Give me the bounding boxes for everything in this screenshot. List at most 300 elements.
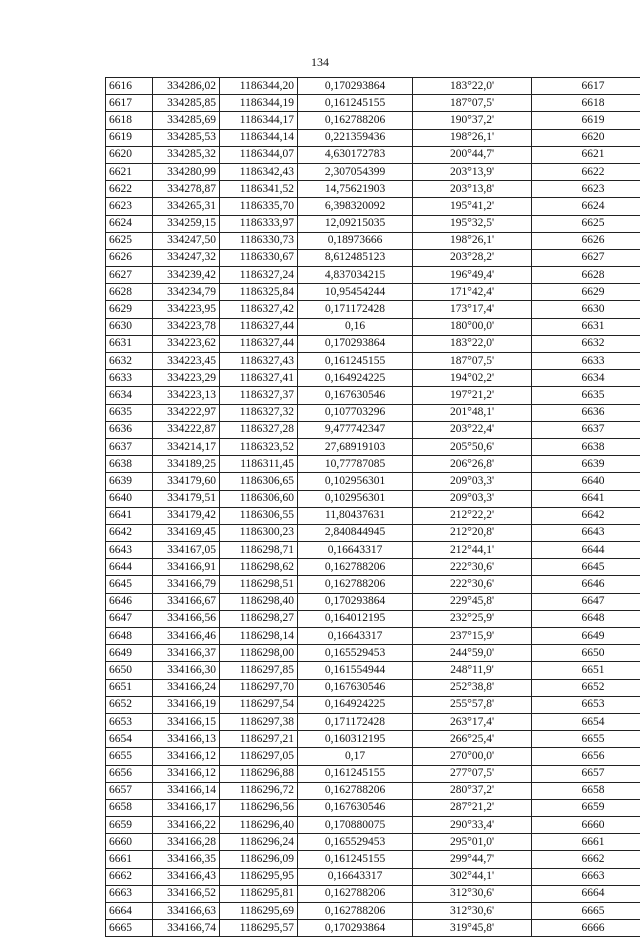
x-coordinate-cell: 334166,28 <box>153 834 220 851</box>
direction-angle-cell: 302°44,1' <box>413 868 532 885</box>
direction-angle-cell: 295°01,0' <box>413 834 532 851</box>
distance-cell: 0,162788206 <box>298 576 413 593</box>
next-point-cell: 6631 <box>532 318 640 335</box>
direction-angle-cell: 206°26,8' <box>413 456 532 473</box>
direction-angle-cell: 312°30,6' <box>413 903 532 920</box>
y-coordinate-cell: 1186306,60 <box>220 490 298 507</box>
x-coordinate-cell: 334166,22 <box>153 817 220 834</box>
point-number-cell: 6619 <box>106 129 153 146</box>
x-coordinate-cell: 334286,02 <box>153 78 220 95</box>
distance-cell: 0,102956301 <box>298 473 413 490</box>
table-row <box>106 610 640 627</box>
x-coordinate-cell: 334223,95 <box>153 301 220 318</box>
x-coordinate-cell: 334223,13 <box>153 387 220 404</box>
table-row <box>106 112 640 129</box>
distance-cell: 0,162788206 <box>298 782 413 799</box>
x-coordinate-cell: 334179,60 <box>153 473 220 490</box>
point-number-cell: 6651 <box>106 679 153 696</box>
point-number-cell: 6635 <box>106 404 153 421</box>
point-number-cell: 6624 <box>106 215 153 232</box>
distance-cell: 0,161245155 <box>298 353 413 370</box>
x-coordinate-cell: 334166,91 <box>153 559 220 576</box>
x-coordinate-cell: 334166,15 <box>153 713 220 730</box>
next-point-cell: 6647 <box>532 593 640 610</box>
table-row <box>106 198 640 215</box>
distance-cell: 0,167630546 <box>298 799 413 816</box>
table-row <box>106 559 640 576</box>
x-coordinate-cell: 334214,17 <box>153 438 220 455</box>
direction-angle-cell: 244°59,0' <box>413 645 532 662</box>
x-coordinate-cell: 334285,32 <box>153 146 220 163</box>
y-coordinate-cell: 1186323,52 <box>220 438 298 455</box>
table-row <box>106 628 640 645</box>
y-coordinate-cell: 1186344,07 <box>220 146 298 163</box>
x-coordinate-cell: 334166,24 <box>153 679 220 696</box>
direction-angle-cell: 270°00,0' <box>413 748 532 765</box>
table-row <box>106 903 640 920</box>
distance-cell: 0,221359436 <box>298 129 413 146</box>
direction-angle-cell: 203°13,9' <box>413 163 532 180</box>
y-coordinate-cell: 1186298,71 <box>220 542 298 559</box>
table-row <box>106 438 640 455</box>
point-number-cell: 6621 <box>106 163 153 180</box>
direction-angle-cell: 198°26,1' <box>413 129 532 146</box>
table-row <box>106 834 640 851</box>
y-coordinate-cell: 1186341,52 <box>220 181 298 198</box>
y-coordinate-cell: 1186295,81 <box>220 885 298 902</box>
point-number-cell: 6620 <box>106 146 153 163</box>
table-row <box>106 335 640 352</box>
next-point-cell: 6641 <box>532 490 640 507</box>
point-number-cell: 6661 <box>106 851 153 868</box>
distance-cell: 2,840844945 <box>298 524 413 541</box>
y-coordinate-cell: 1186327,28 <box>220 421 298 438</box>
x-coordinate-cell: 334189,25 <box>153 456 220 473</box>
distance-cell: 0,164924225 <box>298 696 413 713</box>
table-row <box>106 731 640 748</box>
direction-angle-cell: 195°41,2' <box>413 198 532 215</box>
point-number-cell: 6630 <box>106 318 153 335</box>
x-coordinate-cell: 334166,67 <box>153 593 220 610</box>
x-coordinate-cell: 334169,45 <box>153 524 220 541</box>
next-point-cell: 6639 <box>532 456 640 473</box>
direction-angle-cell: 183°22,0' <box>413 335 532 352</box>
next-point-cell: 6663 <box>532 868 640 885</box>
next-point-cell: 6666 <box>532 920 640 937</box>
direction-angle-cell: 180°00,0' <box>413 318 532 335</box>
y-coordinate-cell: 1186325,84 <box>220 284 298 301</box>
table-row <box>106 765 640 782</box>
point-number-cell: 6622 <box>106 181 153 198</box>
distance-cell: 0,170880075 <box>298 817 413 834</box>
distance-cell: 27,68919103 <box>298 438 413 455</box>
distance-cell: 0,161554944 <box>298 662 413 679</box>
distance-cell: 12,09215035 <box>298 215 413 232</box>
x-coordinate-cell: 334166,12 <box>153 748 220 765</box>
x-coordinate-cell: 334167,05 <box>153 542 220 559</box>
next-point-cell: 6657 <box>532 765 640 782</box>
y-coordinate-cell: 1186297,54 <box>220 696 298 713</box>
point-number-cell: 6642 <box>106 524 153 541</box>
x-coordinate-cell: 334166,19 <box>153 696 220 713</box>
x-coordinate-cell: 334166,13 <box>153 731 220 748</box>
distance-cell: 0,16643317 <box>298 868 413 885</box>
next-point-cell: 6619 <box>532 112 640 129</box>
x-coordinate-cell: 334179,42 <box>153 507 220 524</box>
direction-angle-cell: 280°37,2' <box>413 782 532 799</box>
y-coordinate-cell: 1186297,70 <box>220 679 298 696</box>
table-row <box>106 662 640 679</box>
next-point-cell: 6637 <box>532 421 640 438</box>
table-row <box>106 507 640 524</box>
direction-angle-cell: 183°22,0' <box>413 78 532 95</box>
x-coordinate-cell: 334222,87 <box>153 421 220 438</box>
point-number-cell: 6648 <box>106 628 153 645</box>
y-coordinate-cell: 1186335,70 <box>220 198 298 215</box>
y-coordinate-cell: 1186298,14 <box>220 628 298 645</box>
table-row <box>106 318 640 335</box>
x-coordinate-cell: 334285,85 <box>153 95 220 112</box>
distance-cell: 0,162788206 <box>298 112 413 129</box>
table-row <box>106 146 640 163</box>
next-point-cell: 6621 <box>532 146 640 163</box>
distance-cell: 0,16643317 <box>298 542 413 559</box>
y-coordinate-cell: 1186327,37 <box>220 387 298 404</box>
y-coordinate-cell: 1186330,73 <box>220 232 298 249</box>
y-coordinate-cell: 1186327,24 <box>220 267 298 284</box>
table-row <box>106 799 640 816</box>
direction-angle-cell: 266°25,4' <box>413 731 532 748</box>
point-number-cell: 6633 <box>106 370 153 387</box>
direction-angle-cell: 209°03,3' <box>413 490 532 507</box>
y-coordinate-cell: 1186298,27 <box>220 610 298 627</box>
next-point-cell: 6624 <box>532 198 640 215</box>
distance-cell: 4,630172783 <box>298 146 413 163</box>
y-coordinate-cell: 1186295,57 <box>220 920 298 937</box>
direction-angle-cell: 255°57,8' <box>413 696 532 713</box>
next-point-cell: 6665 <box>532 903 640 920</box>
direction-angle-cell: 319°45,8' <box>413 920 532 937</box>
next-point-cell: 6633 <box>532 353 640 370</box>
point-number-cell: 6662 <box>106 868 153 885</box>
distance-cell: 0,162788206 <box>298 903 413 920</box>
point-number-cell: 6632 <box>106 353 153 370</box>
next-point-cell: 6651 <box>532 662 640 679</box>
distance-cell: 0,162788206 <box>298 885 413 902</box>
table-row <box>106 387 640 404</box>
next-point-cell: 6640 <box>532 473 640 490</box>
distance-cell: 0,170293864 <box>298 335 413 352</box>
distance-cell: 9,477742347 <box>298 421 413 438</box>
distance-cell: 0,17 <box>298 748 413 765</box>
next-point-cell: 6645 <box>532 559 640 576</box>
point-number-cell: 6627 <box>106 267 153 284</box>
distance-cell: 0,16 <box>298 318 413 335</box>
direction-angle-cell: 171°42,4' <box>413 284 532 301</box>
distance-cell: 10,95454244 <box>298 284 413 301</box>
direction-angle-cell: 248°11,9' <box>413 662 532 679</box>
point-number-cell: 6656 <box>106 765 153 782</box>
distance-cell: 0,167630546 <box>298 387 413 404</box>
direction-angle-cell: 200°44,7' <box>413 146 532 163</box>
y-coordinate-cell: 1186306,65 <box>220 473 298 490</box>
table-row <box>106 593 640 610</box>
y-coordinate-cell: 1186327,44 <box>220 318 298 335</box>
next-point-cell: 6625 <box>532 215 640 232</box>
next-point-cell: 6626 <box>532 232 640 249</box>
table-row <box>106 404 640 421</box>
table-row <box>106 490 640 507</box>
table-row <box>106 267 640 284</box>
direction-angle-cell: 196°49,4' <box>413 267 532 284</box>
x-coordinate-cell: 334166,35 <box>153 851 220 868</box>
table-row <box>106 232 640 249</box>
distance-cell: 0,165529453 <box>298 645 413 662</box>
x-coordinate-cell: 334223,78 <box>153 318 220 335</box>
point-number-cell: 6639 <box>106 473 153 490</box>
y-coordinate-cell: 1186297,05 <box>220 748 298 765</box>
point-number-cell: 6657 <box>106 782 153 799</box>
distance-cell: 4,837034215 <box>298 267 413 284</box>
point-number-cell: 6638 <box>106 456 153 473</box>
direction-angle-cell: 312°30,6' <box>413 885 532 902</box>
table-row <box>106 353 640 370</box>
x-coordinate-cell: 334247,32 <box>153 249 220 266</box>
distance-cell: 0,164924225 <box>298 370 413 387</box>
direction-angle-cell: 237°15,9' <box>413 628 532 645</box>
table-row <box>106 163 640 180</box>
table-row <box>106 249 640 266</box>
next-point-cell: 6630 <box>532 301 640 318</box>
point-number-cell: 6641 <box>106 507 153 524</box>
y-coordinate-cell: 1186327,41 <box>220 370 298 387</box>
direction-angle-cell: 299°44,7' <box>413 851 532 868</box>
point-number-cell: 6634 <box>106 387 153 404</box>
table-row <box>106 95 640 112</box>
distance-cell: 14,75621903 <box>298 181 413 198</box>
x-coordinate-cell: 334166,63 <box>153 903 220 920</box>
distance-cell: 0,170293864 <box>298 593 413 610</box>
point-number-cell: 6637 <box>106 438 153 455</box>
next-point-cell: 6654 <box>532 713 640 730</box>
direction-angle-cell: 201°48,1' <box>413 404 532 421</box>
y-coordinate-cell: 1186296,56 <box>220 799 298 816</box>
point-number-cell: 6640 <box>106 490 153 507</box>
y-coordinate-cell: 1186333,97 <box>220 215 298 232</box>
table-row <box>106 421 640 438</box>
y-coordinate-cell: 1186311,45 <box>220 456 298 473</box>
x-coordinate-cell: 334223,45 <box>153 353 220 370</box>
x-coordinate-cell: 334166,30 <box>153 662 220 679</box>
table-row <box>106 524 640 541</box>
distance-cell: 0,102956301 <box>298 490 413 507</box>
next-point-cell: 6623 <box>532 181 640 198</box>
y-coordinate-cell: 1186298,00 <box>220 645 298 662</box>
next-point-cell: 6643 <box>532 524 640 541</box>
coordinates-table <box>105 77 640 937</box>
next-point-cell: 6659 <box>532 799 640 816</box>
direction-angle-cell: 232°25,9' <box>413 610 532 627</box>
next-point-cell: 6648 <box>532 610 640 627</box>
table-row <box>106 473 640 490</box>
next-point-cell: 6662 <box>532 851 640 868</box>
y-coordinate-cell: 1186297,85 <box>220 662 298 679</box>
distance-cell: 0,164012195 <box>298 610 413 627</box>
point-number-cell: 6649 <box>106 645 153 662</box>
x-coordinate-cell: 334166,37 <box>153 645 220 662</box>
table-row <box>106 370 640 387</box>
direction-angle-cell: 229°45,8' <box>413 593 532 610</box>
y-coordinate-cell: 1186342,43 <box>220 163 298 180</box>
direction-angle-cell: 252°38,8' <box>413 679 532 696</box>
next-point-cell: 6622 <box>532 163 640 180</box>
table-row <box>106 576 640 593</box>
point-number-cell: 6645 <box>106 576 153 593</box>
table-row <box>106 817 640 834</box>
table-row <box>106 920 640 937</box>
distance-cell: 0,161245155 <box>298 851 413 868</box>
next-point-cell: 6629 <box>532 284 640 301</box>
table-row <box>106 181 640 198</box>
direction-angle-cell: 209°03,3' <box>413 473 532 490</box>
direction-angle-cell: 195°32,5' <box>413 215 532 232</box>
y-coordinate-cell: 1186327,44 <box>220 335 298 352</box>
next-point-cell: 6627 <box>532 249 640 266</box>
next-point-cell: 6646 <box>532 576 640 593</box>
table-row <box>106 456 640 473</box>
point-number-cell: 6628 <box>106 284 153 301</box>
x-coordinate-cell: 334223,29 <box>153 370 220 387</box>
table-row <box>106 215 640 232</box>
x-coordinate-cell: 334222,97 <box>153 404 220 421</box>
y-coordinate-cell: 1186327,42 <box>220 301 298 318</box>
y-coordinate-cell: 1186295,69 <box>220 903 298 920</box>
next-point-cell: 6664 <box>532 885 640 902</box>
table-row <box>106 868 640 885</box>
point-number-cell: 6653 <box>106 713 153 730</box>
next-point-cell: 6634 <box>532 370 640 387</box>
distance-cell: 0,160312195 <box>298 731 413 748</box>
next-point-cell: 6638 <box>532 438 640 455</box>
table-row <box>106 78 640 95</box>
table-row <box>106 696 640 713</box>
x-coordinate-cell: 334166,43 <box>153 868 220 885</box>
point-number-cell: 6665 <box>106 920 153 937</box>
direction-angle-cell: 203°22,4' <box>413 421 532 438</box>
y-coordinate-cell: 1186295,95 <box>220 868 298 885</box>
point-number-cell: 6647 <box>106 610 153 627</box>
distance-cell: 0,170293864 <box>298 78 413 95</box>
distance-cell: 0,18973666 <box>298 232 413 249</box>
table-row <box>106 885 640 902</box>
y-coordinate-cell: 1186306,55 <box>220 507 298 524</box>
y-coordinate-cell: 1186344,20 <box>220 78 298 95</box>
direction-angle-cell: 205°50,6' <box>413 438 532 455</box>
y-coordinate-cell: 1186344,14 <box>220 129 298 146</box>
table-row <box>106 301 640 318</box>
distance-cell: 0,167630546 <box>298 679 413 696</box>
x-coordinate-cell: 334239,42 <box>153 267 220 284</box>
distance-cell: 10,77787085 <box>298 456 413 473</box>
x-coordinate-cell: 334166,52 <box>153 885 220 902</box>
direction-angle-cell: 287°21,2' <box>413 799 532 816</box>
direction-angle-cell: 212°20,8' <box>413 524 532 541</box>
x-coordinate-cell: 334179,51 <box>153 490 220 507</box>
table-row <box>106 748 640 765</box>
point-number-cell: 6636 <box>106 421 153 438</box>
direction-angle-cell: 290°33,4' <box>413 817 532 834</box>
y-coordinate-cell: 1186296,72 <box>220 782 298 799</box>
point-number-cell: 6663 <box>106 885 153 902</box>
distance-cell: 0,161245155 <box>298 765 413 782</box>
direction-angle-cell: 198°26,1' <box>413 232 532 249</box>
point-number-cell: 6623 <box>106 198 153 215</box>
x-coordinate-cell: 334166,12 <box>153 765 220 782</box>
direction-angle-cell: 222°30,6' <box>413 559 532 576</box>
x-coordinate-cell: 334234,79 <box>153 284 220 301</box>
point-number-cell: 6652 <box>106 696 153 713</box>
x-coordinate-cell: 334247,50 <box>153 232 220 249</box>
point-number-cell: 6658 <box>106 799 153 816</box>
page-number: 134 <box>0 55 640 70</box>
x-coordinate-cell: 334166,74 <box>153 920 220 937</box>
table-row <box>106 713 640 730</box>
distance-cell: 8,612485123 <box>298 249 413 266</box>
point-number-cell: 6654 <box>106 731 153 748</box>
next-point-cell: 6644 <box>532 542 640 559</box>
table-body <box>106 78 640 937</box>
distance-cell: 2,307054399 <box>298 163 413 180</box>
direction-angle-cell: 277°07,5' <box>413 765 532 782</box>
point-number-cell: 6660 <box>106 834 153 851</box>
x-coordinate-cell: 334259,15 <box>153 215 220 232</box>
x-coordinate-cell: 334285,53 <box>153 129 220 146</box>
table-row <box>106 284 640 301</box>
point-number-cell: 6629 <box>106 301 153 318</box>
y-coordinate-cell: 1186327,43 <box>220 353 298 370</box>
y-coordinate-cell: 1186298,40 <box>220 593 298 610</box>
y-coordinate-cell: 1186296,24 <box>220 834 298 851</box>
next-point-cell: 6650 <box>532 645 640 662</box>
next-point-cell: 6655 <box>532 731 640 748</box>
x-coordinate-cell: 334223,62 <box>153 335 220 352</box>
direction-angle-cell: 190°37,2' <box>413 112 532 129</box>
x-coordinate-cell: 334280,99 <box>153 163 220 180</box>
distance-cell: 0,171172428 <box>298 713 413 730</box>
x-coordinate-cell: 334166,56 <box>153 610 220 627</box>
next-point-cell: 6653 <box>532 696 640 713</box>
distance-cell: 0,162788206 <box>298 559 413 576</box>
next-point-cell: 6658 <box>532 782 640 799</box>
next-point-cell: 6656 <box>532 748 640 765</box>
point-number-cell: 6650 <box>106 662 153 679</box>
y-coordinate-cell: 1186297,21 <box>220 731 298 748</box>
point-number-cell: 6626 <box>106 249 153 266</box>
next-point-cell: 6617 <box>532 78 640 95</box>
distance-cell: 6,398320092 <box>298 198 413 215</box>
table-row <box>106 129 640 146</box>
x-coordinate-cell: 334166,17 <box>153 799 220 816</box>
next-point-cell: 6632 <box>532 335 640 352</box>
point-number-cell: 6644 <box>106 559 153 576</box>
distance-cell: 11,80437631 <box>298 507 413 524</box>
x-coordinate-cell: 334166,46 <box>153 628 220 645</box>
next-point-cell: 6661 <box>532 834 640 851</box>
direction-angle-cell: 222°30,6' <box>413 576 532 593</box>
point-number-cell: 6618 <box>106 112 153 129</box>
y-coordinate-cell: 1186327,32 <box>220 404 298 421</box>
point-number-cell: 6664 <box>106 903 153 920</box>
